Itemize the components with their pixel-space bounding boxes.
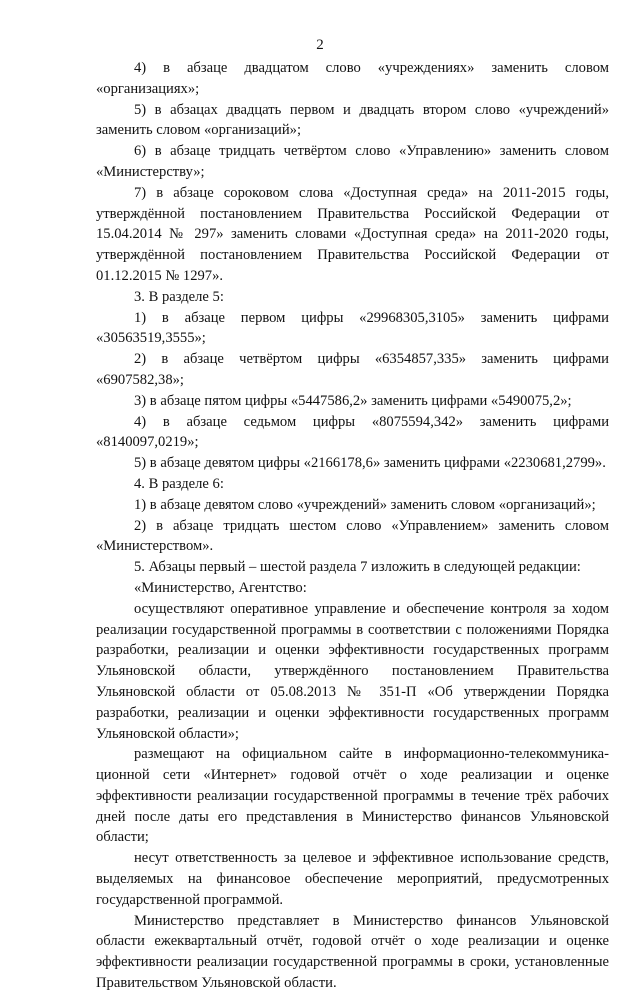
- section-7-responsibility-paragraph: несут ответственность за целевое и эффективное использование средств, выделяемых на финансовое обеспечение мероприятий, предусмотренных государственной программой.: [96, 850, 609, 908]
- section-5-item-2: 2) в абзаце четвёртом цифры «6354857,335» заменить цифрами «6907582,38»;: [96, 351, 609, 388]
- section-6-item-2: 2) в абзаце тридцать шестом слово «Управлением» заменить словом «Министерством».: [96, 517, 609, 555]
- item-7-paragraph-40: 7) в абзаце сороковом слова «Доступная среда» на 2011-2015 годы, утверждённой постановлением Правительства Российской Федерации от 15.04.2014 № 297» заменить словами «Доступная среда» на 2011-2020 годы, утверждённой постановлением Правительства Российской Федерации от 01.12.2015 № 1297».: [96, 184, 609, 284]
- section-6-item-1: 1) в абзаце девятом слово «учреждений» заменить словом «организаций»;: [134, 496, 596, 513]
- section-5-item-1: 1) в абзаце первом цифры «29968305,3105» заменить цифрами «30563519,3555»;: [96, 309, 609, 347]
- section-7-quote-start: «Министерство, Агентство:: [134, 579, 307, 596]
- section-7-instruction: 5. Абзацы первый – шестой раздела 7 изложить в следующей редакции:: [134, 559, 581, 576]
- section-5-item-5: 5) в абзаце девятом цифры «2166178,6» заменить цифрами «2230681,2799».: [134, 455, 606, 472]
- item-4-paragraph-20: 4) в абзаце двадцатом слово «учреждениях» заменить словом «организациях»;: [96, 60, 609, 97]
- section-7-management-paragraph: осуществляют оперативное управление и обеспечение контроля за ходом реализации государственной программы в соответствии с положениями Порядка разработки, реализации и оценки эффективности государственных программ Ульяновской области, утверждённого постановлением Правительства Ульяновской области от 05.08.2013 № 351-П «Об утверждении Порядка разработки, реализации и оценки эффективности государственных программ Ульяновской области»;: [96, 600, 609, 742]
- section-7-publication-paragraph: размещают на официальном сайте в информационно-телекоммуника-ционной сети «Интернет» годовой отчёт о ходе реализации и оценке эффективности реализации государственной программы в течение трёх рабочих дней после даты его представления в Министерство финансов Ульяновской области;: [96, 746, 609, 846]
- item-5-paragraphs-21-22: 5) в абзацах двадцать первом и двадцать втором слово «учреждений» заменить словом «организаций»;: [96, 101, 609, 139]
- section-7-reporting-paragraph: Министерство представляет в Министерство финансов Ульяновской области ежеквартальный отчёт, годовой отчёт о ходе реализации и оценке эффективности реализации государственной программы в сроки, установленные Правительством Ульяновской области.: [96, 912, 609, 992]
- page-number: 2: [316, 37, 324, 53]
- section-5-item-4: 4) в абзаце седьмом цифры «8075594,342» заменить цифрами «8140097,0219»;: [96, 413, 609, 451]
- document-body: [96, 58, 609, 994]
- section-5-heading: 3. В разделе 5:: [134, 288, 224, 305]
- section-6-heading: 4. В разделе 6:: [134, 475, 224, 492]
- item-6-paragraph-34: 6) в абзаце тридцать четвёртом слово «Управлению» заменить словом «Министерству»;: [96, 143, 609, 180]
- section-5-item-3: 3) в абзаце пятом цифры «5447586,2» заменить цифрами «5490075,2»;: [134, 392, 572, 409]
